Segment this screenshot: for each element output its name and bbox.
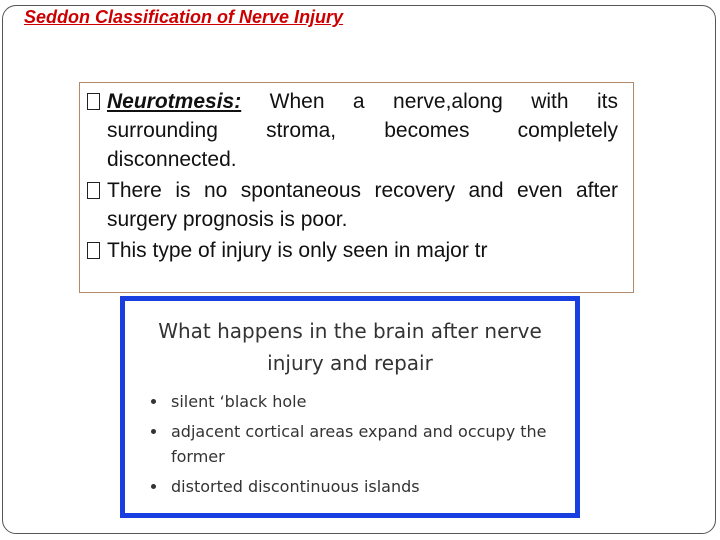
bullet-list [87,87,618,267]
brain-overlay-panel [120,296,580,518]
overlay-list [125,389,575,499]
slide-title: Seddon Classification of Nerve Injury [24,7,344,27]
bullet-item-recovery [87,176,618,234]
overlay-item-text: distorted discontinuous islands [171,477,420,496]
bullet-dot-icon [151,484,156,489]
overlay-item-text: adjacent cortical areas expand and occupy the former [171,422,547,466]
overlay-item-islands [151,474,565,499]
bullet-dot-icon [151,399,156,404]
bullet-marker-icon [87,182,100,199]
bullet-item-neurotmesis [87,87,618,174]
overlay-item-cortical-areas [151,419,565,469]
overlay-item-text: silent ‘black hole [171,392,307,411]
bullet-marker-icon [87,242,100,259]
bullet-marker-icon [87,93,100,110]
bullet-dot-icon [151,429,156,434]
bullet-text: When a nerve,along with its surrounding stroma, becomes completely disconnected. [107,90,618,171]
overlay-heading: What happens in the brain after nerve injury and repair [158,319,542,375]
term-neurotmesis: Neurotmesis: [107,90,242,113]
bullet-text: This type of injury is only seen in major tr [107,239,488,262]
bullet-text: There is no spontaneous recovery and even after surgery prognosis is poor. [107,179,618,231]
bullet-item-injury-type [87,236,618,265]
overlay-item-black-hole [151,389,565,414]
